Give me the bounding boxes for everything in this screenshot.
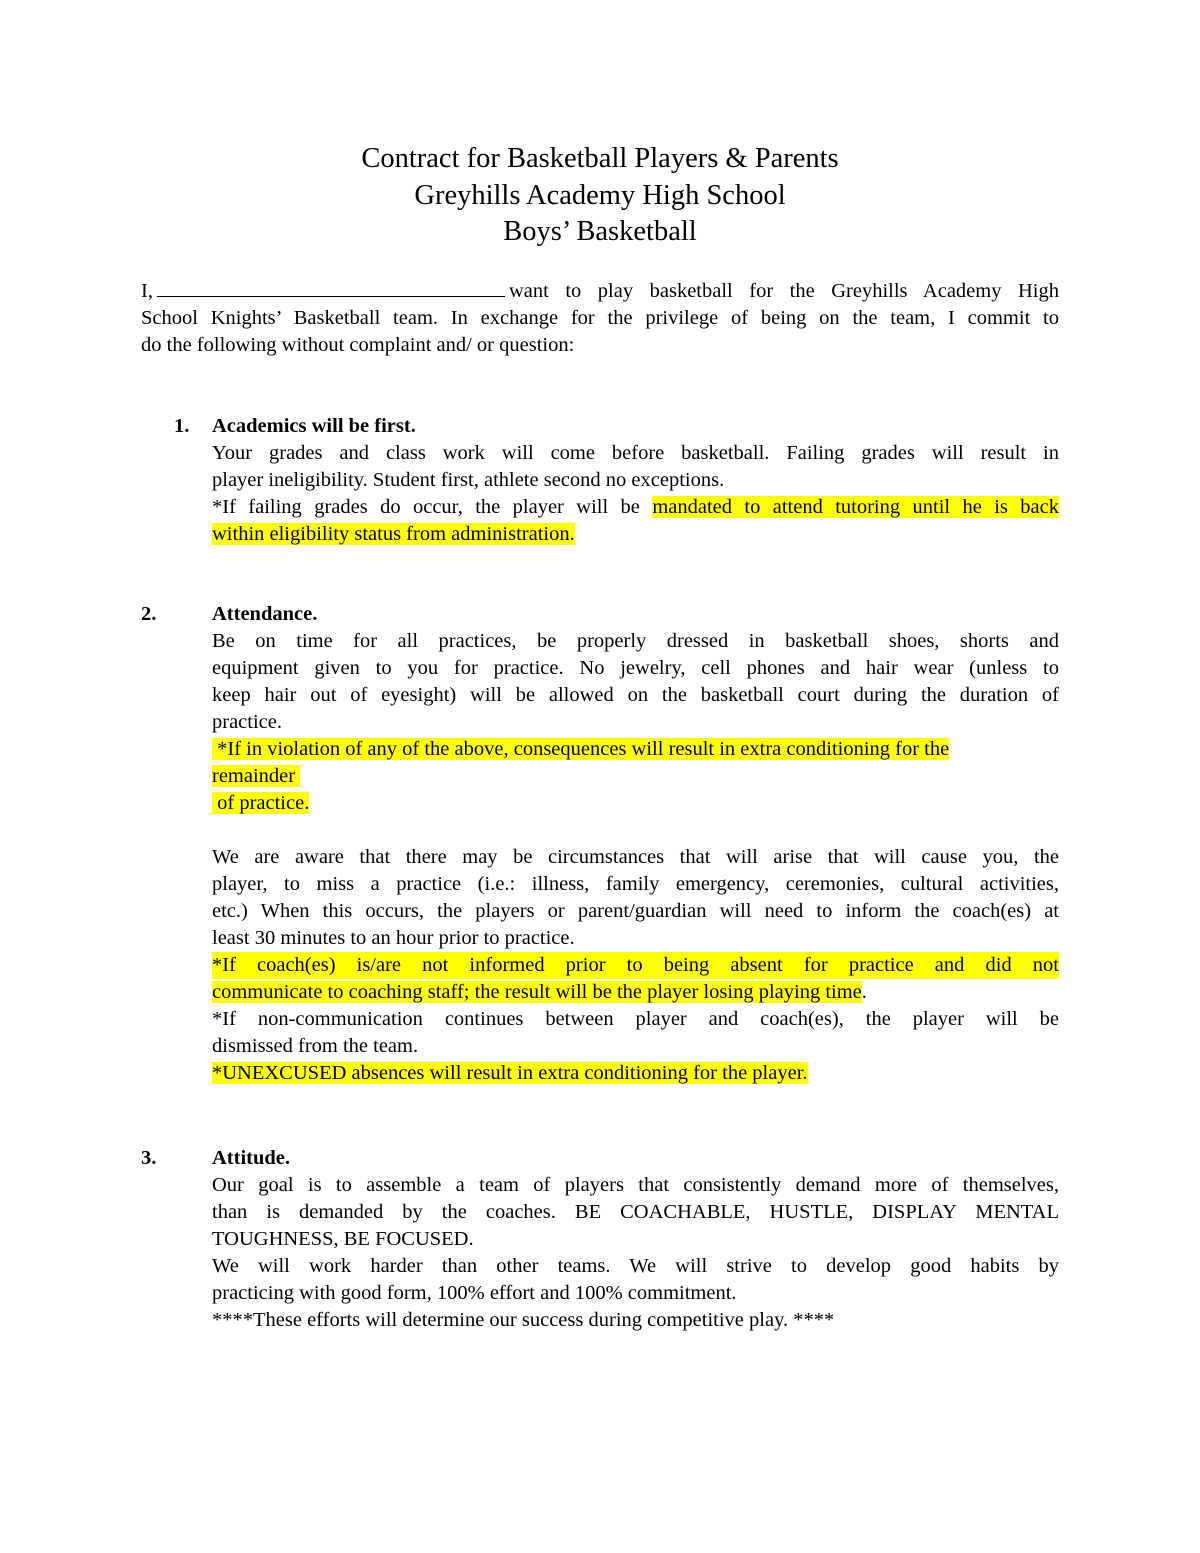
intro-prefix: I, [141, 280, 153, 302]
violation-highlight: *If in violation of any of the above, consequences will result in extra conditioning for the [212, 738, 950, 760]
violation-line [212, 736, 1059, 763]
unexcused-highlight: *UNEXCUSED absences will result in extra conditioning for the player. [212, 1062, 808, 1084]
section-line: Our goal is to assemble a team of players that consistently demand more of themselves, [212, 1174, 1059, 1196]
inform-highlight: communicate to coaching staff; the result will be the player losing playing time [212, 981, 862, 1003]
name-blank-line [157, 280, 505, 297]
title-line-3: Boys’ Basketball [503, 216, 697, 247]
section-heading: Academics will be first. [212, 415, 416, 437]
violation-highlight: remainder [212, 765, 301, 787]
section-body [212, 601, 1059, 1087]
section-line: ****These efforts will determine our success during competitive play. **** [212, 1309, 835, 1331]
absence-line: etc.) When this occurs, the players or parent/guardian will need to inform the coach(es) at [212, 900, 1059, 922]
tutoring-note-highlight: mandated to attend tutoring until he is back [652, 496, 1060, 518]
section-line: Be on time for all practices, be properly dressed in basketball shoes, shorts and [212, 630, 1059, 652]
section-line: than is demanded by the coaches. BE COACHABLE, HUSTLE, DISPLAY MENTAL [212, 1201, 1059, 1223]
tutoring-note-highlight-2: within eligibility status from administration. [212, 523, 575, 545]
section-line: player ineligibility. Student first, athlete second no exceptions. [212, 469, 725, 491]
section-line: equipment given to you for practice. No jewelry, cell phones and hair wear (unless to [212, 657, 1059, 679]
intro-line-3: do the following without complaint and/ or question: [141, 334, 575, 356]
section-line: TOUGHNESS, BE FOCUSED. [212, 1228, 474, 1250]
section-line: practicing with good form, 100% effort and 100% commitment. [212, 1282, 737, 1304]
section-line: We will work harder than other teams. We will strive to develop good habits by [212, 1255, 1059, 1277]
intro-line-1 [141, 278, 1059, 305]
tutoring-note-plain: *If failing grades do occur, the player will be [212, 496, 640, 518]
title-line-1: Contract for Basketball Players & Parents [361, 143, 839, 174]
intro-paragraph [141, 278, 1059, 359]
section-number: 2. [141, 603, 157, 625]
section-line: practice. [212, 711, 282, 733]
absence-line: We are aware that there may be circumstances that will arise that will cause you, the [212, 846, 1059, 868]
section-number: 3. [141, 1147, 157, 1169]
section-line: Your grades and class work will come before basketball. Failing grades will result in [212, 442, 1059, 464]
violation-line [212, 790, 1059, 817]
absence-line: least 30 minutes to an hour prior to practice. [212, 927, 575, 949]
violation-line [212, 763, 1059, 790]
document-title [0, 141, 1200, 251]
section-number: 1. [174, 415, 190, 437]
tutoring-note-line-2 [212, 521, 1059, 548]
noncomm-line: *If non-communication continues between player and coach(es), the player will be [212, 1008, 1059, 1030]
tutoring-note-line [212, 494, 1059, 521]
unexcused-line [212, 1060, 1059, 1087]
intro-suffix: want to play basketball for the Greyhills Academy High [508, 280, 1059, 302]
inform-highlight-line: *If coach(es) is/are not informed prior to being absent for practice and did not [212, 952, 1059, 979]
section-body [212, 413, 1059, 548]
section-heading: Attendance. [212, 603, 318, 625]
section-line: keep hair out of eyesight) will be allowed on the basketball court during the duration of [212, 684, 1059, 706]
title-line-2: Greyhills Academy High School [414, 179, 786, 211]
section-heading: Attitude. [212, 1147, 291, 1169]
violation-highlight: of practice. [212, 792, 310, 814]
absence-line: player, to miss a practice (i.e.: illness, family emergency, ceremonies, cultural activities, [212, 873, 1059, 895]
inform-end: . [861, 981, 867, 1003]
inform-line-2 [212, 979, 1059, 1006]
intro-line-2: School Knights’ Basketball team. In exchange for the privilege of being on the team, I commit to [141, 307, 1059, 329]
spacer-line [212, 817, 1059, 844]
section-body [212, 1145, 1059, 1334]
noncomm-line: dismissed from the team. [212, 1035, 419, 1057]
